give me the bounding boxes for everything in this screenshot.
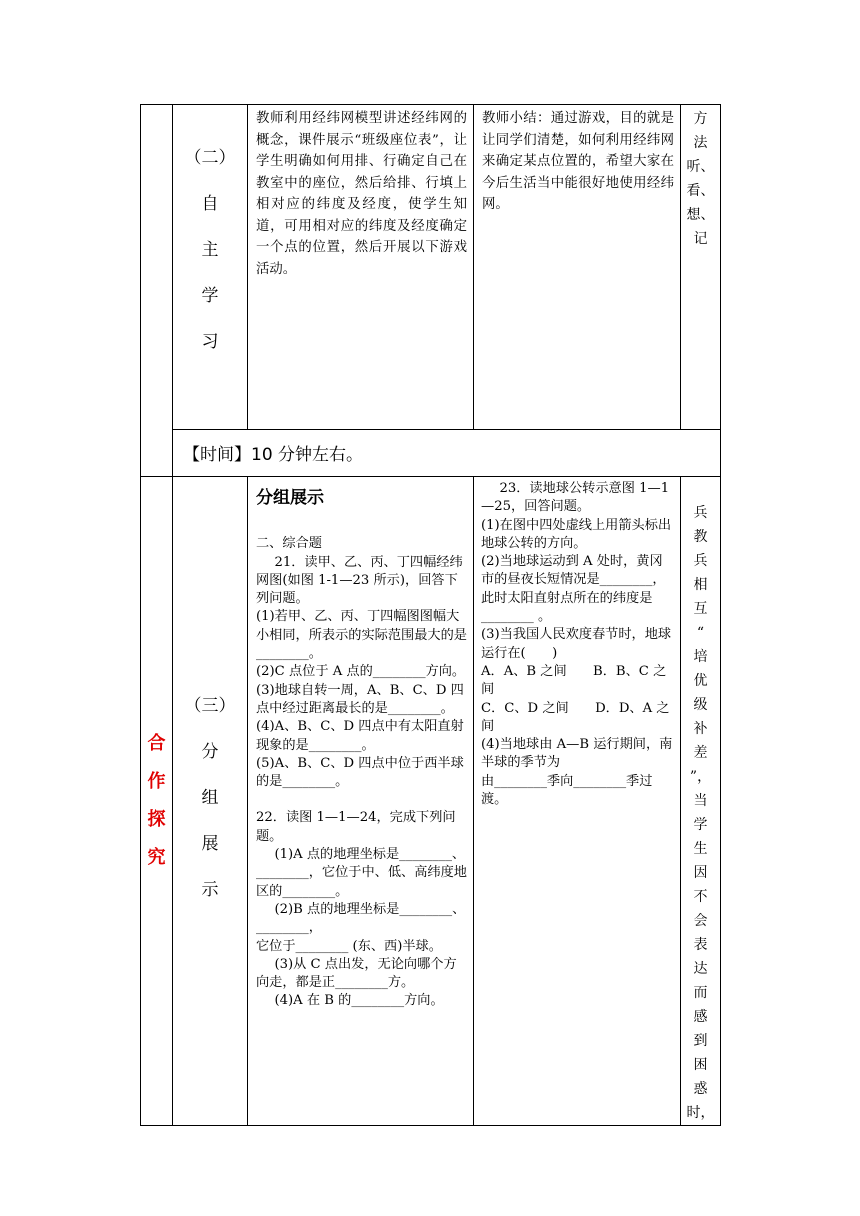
question-line: (1)在图中四处虚线上用箭头标出地球公转的方向。: [481, 517, 672, 551]
method-char: 听、: [686, 159, 715, 175]
method-char: 想、: [686, 207, 715, 223]
note-char: ”，: [689, 769, 712, 785]
question-line: 它位于________ (东、西)半球。: [256, 938, 442, 954]
blank-line: [256, 791, 467, 809]
section-number: （二）: [184, 148, 236, 168]
note-char: 到: [693, 1033, 708, 1049]
question-line: (3)从 C 点出发，无论向哪个方向走，都是正________方。: [256, 956, 457, 991]
question-line: 21．读甲、乙、丙、丁四幅经纬网图(如图 1-1—23 所示)，回答下列问题。: [256, 554, 463, 607]
method-char: 记: [693, 231, 708, 247]
note-char: 补: [693, 721, 708, 737]
note-char: 优: [693, 673, 708, 689]
notes-cell: [681, 477, 721, 1126]
note-char: 相: [693, 577, 708, 593]
teacher-summary-cell: [474, 105, 681, 430]
question-line: (2)B 点的地理坐标是________、________，: [256, 901, 466, 936]
stage-cell-empty: [141, 105, 173, 477]
note-char: 学: [693, 817, 708, 833]
note-char: 惑: [693, 1081, 708, 1097]
method-text: [681, 105, 720, 251]
note-char: 互: [693, 601, 708, 617]
section-label-self-study: [173, 105, 248, 430]
stage-label: [141, 725, 172, 877]
note-char: 感: [693, 1009, 708, 1025]
stage-char: 探: [147, 809, 166, 830]
note-char: 而: [693, 985, 708, 1001]
method-cell: [681, 105, 721, 430]
question-line: 二、综合题: [256, 536, 322, 552]
section-char: 习: [201, 332, 219, 352]
section-char: 主: [201, 240, 219, 260]
question-line: (4)A 在 B 的________方向。: [274, 993, 444, 1009]
note-char: 表: [693, 937, 708, 953]
question-line: (1)A 点的地理坐标是________、________，它位于中、低、高纬度地区的________。: [256, 847, 467, 899]
teacher-text: 教师利用经纬网模型讲述经纬网的概念，课件展示“班级座位表”，让学生明确如何用排、行确定自己在教室中的座位，然后给排、行填上相对应的纬度及经度，使学生知道，可用相对应的纬度及经度确定一个点的位置，然后开展以下游戏活动。: [256, 111, 467, 277]
question-line: (3)当我国人民欢度春节时，地球运行在( ): [481, 627, 672, 661]
question-line: (2)当地球运动到 A 处时，黄冈市的昼夜长短情况是________，: [481, 554, 666, 588]
section-char: 学: [201, 286, 219, 306]
group-heading: 分组展示: [256, 488, 324, 508]
question-line: 22．读图 1—1—24，完成下列问题。: [256, 810, 456, 844]
cooperative-row: [141, 477, 721, 1126]
note-char: 生: [693, 841, 708, 857]
note-char: 级: [693, 697, 708, 713]
question-line: (1)若甲、乙、丙、丁四幅图图幅大小相同，所表示的实际范围最大的是________。: [256, 609, 467, 662]
note-char: 兵: [693, 553, 708, 569]
questions-21-22-cell: [248, 477, 474, 1126]
section-char: 自: [201, 194, 219, 214]
stage-char: 作: [147, 771, 166, 792]
section-number: （三）: [184, 696, 236, 716]
question-line: 由________季向________季过渡。: [481, 773, 653, 808]
note-char: 因: [693, 865, 708, 881]
note-char: 达: [693, 961, 708, 977]
note-char: 差: [693, 745, 708, 761]
note-char: 当: [693, 793, 708, 809]
section-char: 展: [201, 834, 219, 854]
question-line: (2)C 点位于 A 点的________方向。: [256, 664, 466, 680]
teacher-activity-cell: [248, 105, 474, 430]
time-text: 【时间】10 分钟左右。: [183, 445, 364, 465]
note-char: 教: [693, 529, 708, 545]
note-char: “: [696, 625, 705, 641]
method-char: 方: [693, 111, 708, 127]
stage-char: 究: [147, 847, 166, 868]
section-char: 分: [201, 742, 219, 762]
note-char: 会: [693, 913, 708, 929]
section-label-group: [173, 477, 248, 1126]
method-char: 看、: [686, 183, 715, 199]
note-char: 时，: [686, 1105, 715, 1121]
note-char: 困: [693, 1057, 708, 1073]
summary-text: 教师小结：通过游戏，目的就是让同学们清楚，如何利用经纬网来确定某点位置的，希望大家在今后生活当中能很好地使用经纬网。: [482, 111, 674, 212]
time-cell: [173, 430, 721, 477]
question-23-cell: [474, 477, 681, 1126]
stage-cell-cooperative: [141, 477, 173, 1126]
note-char: 不: [693, 889, 708, 905]
question-line: A．A、B 之间 B．B、C 之间: [481, 663, 667, 698]
section-char: 组: [201, 788, 219, 808]
note-char: 培: [693, 649, 708, 665]
notes-text: [681, 477, 720, 1125]
question-line: (4)A、B、C、D 四点中有太阳直射现象的是________。: [256, 719, 464, 753]
lesson-plan-table: [140, 104, 721, 1126]
section-char: 示: [201, 880, 219, 900]
stage-char: 合: [147, 733, 166, 754]
question-line: (5)A、B、C、D 四点中位于西半球的是________。: [256, 755, 464, 790]
question-line: 23．读地球公转示意图 1—1—25，回答问题。: [481, 481, 670, 515]
method-char: 法: [693, 135, 708, 151]
question-line: C．C、D 之间 D．D、A 之间: [481, 700, 670, 734]
self-study-row: [141, 105, 721, 430]
question-line: (3)地球自转一周，A、B、C、D 四点中经过距离最长的是________。: [256, 682, 464, 716]
time-row: [141, 430, 721, 477]
question-line: 此时太阳直射点所在的纬度是________ 。: [481, 590, 653, 625]
question-line: (4)当地球由 A—B 运行期间，南半球的季节为: [481, 737, 673, 771]
note-char: 兵: [693, 505, 708, 521]
